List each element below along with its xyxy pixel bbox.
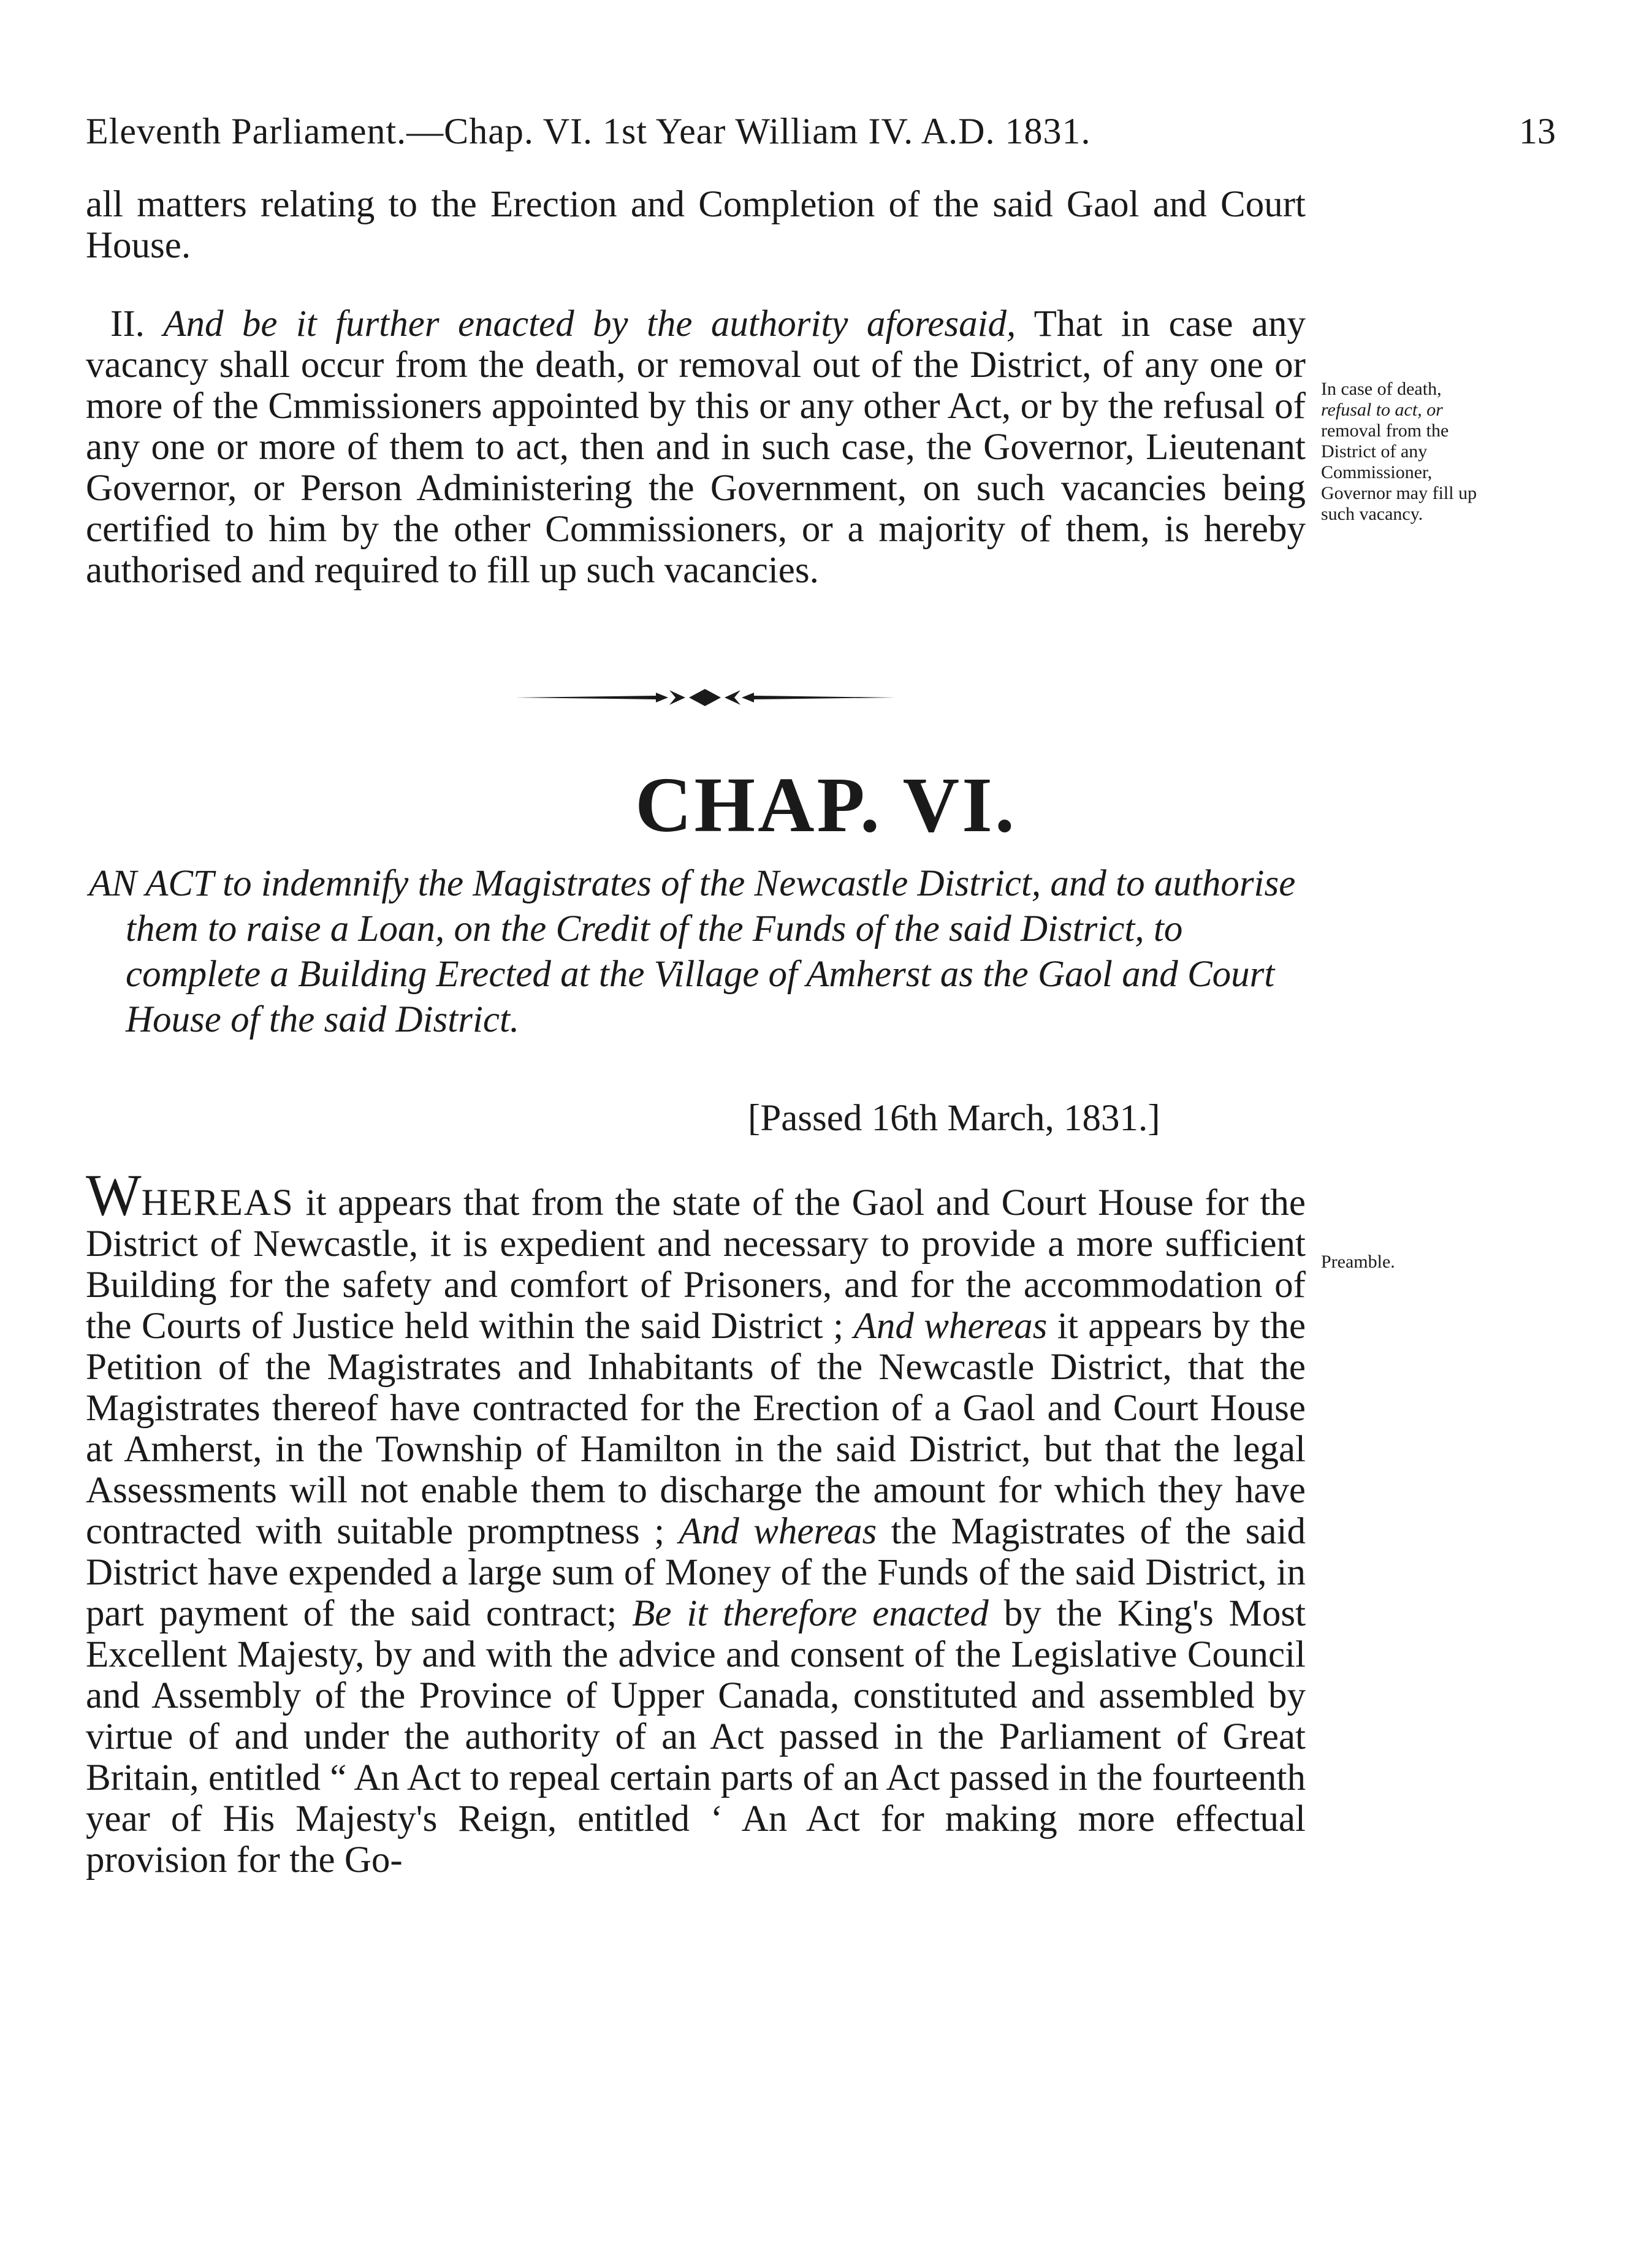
- preamble-italic-2: And whereas: [679, 1511, 877, 1552]
- section-two: [86, 303, 1306, 591]
- chapter-title: CHAP. VI.: [635, 761, 1017, 848]
- initial-word-rest: HEREAS: [141, 1182, 294, 1223]
- margin-note-preamble: Preamble.: [1321, 1252, 1395, 1272]
- preamble: [86, 1162, 1306, 1881]
- preamble-part-2: it appears by the Petition of the Magistrates and Inhabitants of the Newcastle District, that the Magistrates thereof have contracted for the Erection of a Gaol and Court House at Amherst, in the Township of Hamilton in the said District, but that the legal Assessments will not enable them to discharge the amount for which they have contracted with suitable promptness ;: [86, 1306, 1306, 1552]
- drop-initial: W: [86, 1162, 142, 1228]
- act-title-text: AN ACT to indemnify the Magistrates of the Newcastle District, and to authorise them to raise a Loan, on the Credit of the Funds of the said District, to complete a Building Erected at the Village of Amherst as the Gaol and Court House of the said District.: [89, 863, 1296, 1040]
- preamble-italic-1: And whereas: [853, 1306, 1048, 1347]
- preamble-part-1: it appears that from the state of the Gaol and Court House for the District of Newcastle, it is expedient and necessary to provide a more sufficient Building for the safety and comfort of Prisoners, and for the accommodation of the Courts of Justice held within the said District ;: [86, 1182, 1306, 1347]
- margin-note-line: In case of death,: [1321, 379, 1442, 399]
- margin-note-line: Commissioner,: [1321, 462, 1433, 482]
- preamble-paragraph: [86, 1162, 1306, 1881]
- preamble-italic-3: Be it therefore enacted: [632, 1593, 989, 1634]
- running-title: Eleventh Parliament.—Chap. VI. 1st Year William IV. A.D. 1831.: [86, 111, 1091, 151]
- preamble-part-3: the Magistrates of the said District have expended a large sum of Money of the Funds of the said District, in part payment of the said contract;: [86, 1511, 1306, 1634]
- margin-note-line: District of any: [1321, 441, 1428, 462]
- margin-note-line: such vacancy.: [1321, 504, 1423, 524]
- running-head: [86, 110, 1330, 153]
- continuation-text: all matters relating to the Erection and Completion of the said Gaol and Court House.: [86, 184, 1306, 266]
- section-two-paragraph: [86, 303, 1306, 591]
- continuation-paragraph: [86, 184, 1306, 266]
- margin-note-vacancy: [1321, 379, 1477, 525]
- passed-date: [Passed 16th March, 1831.]: [748, 1098, 1160, 1139]
- margin-note-line: removal from the: [1321, 420, 1449, 441]
- margin-note-line: Governor may fill up: [1321, 483, 1477, 503]
- page-number: 13: [1519, 111, 1556, 151]
- section-number: II.: [110, 303, 145, 344]
- ornamental-rule-icon: [515, 679, 895, 716]
- margin-note-line: refusal to act, or: [1321, 400, 1443, 420]
- section-two-body: That in case any vacancy shall occur from the death, or removal out of the District, of any one or more of the Cmmissioners appointed by this or any other Act, or by the refusal of any one or more of them to act, then and in such case, the Governor, Lieutenant Governor, or Person Administering the Government, on such vacancies being certified to him by the other Commissioners, or a majority of them, is hereby authorised and required to fill up such vacancies.: [86, 303, 1306, 591]
- preamble-part-4: by the King's Most Excellent Majesty, by and with the advice and consent of the Legislative Council and Assembly of the Province of Upper Canada, constituted and assembled by virtue of and under the authority of an Act passed in the Parliament of Great Britain, entitled “ An Act to repeal certain parts of an Act passed in the fourteenth year of His Majesty's Reign, entitled ‘ An Act for making more effectual provision for the Go-: [86, 1593, 1306, 1881]
- act-title: [89, 861, 1309, 1043]
- enacting-clause: And be it further enacted by the authority aforesaid,: [163, 303, 1016, 344]
